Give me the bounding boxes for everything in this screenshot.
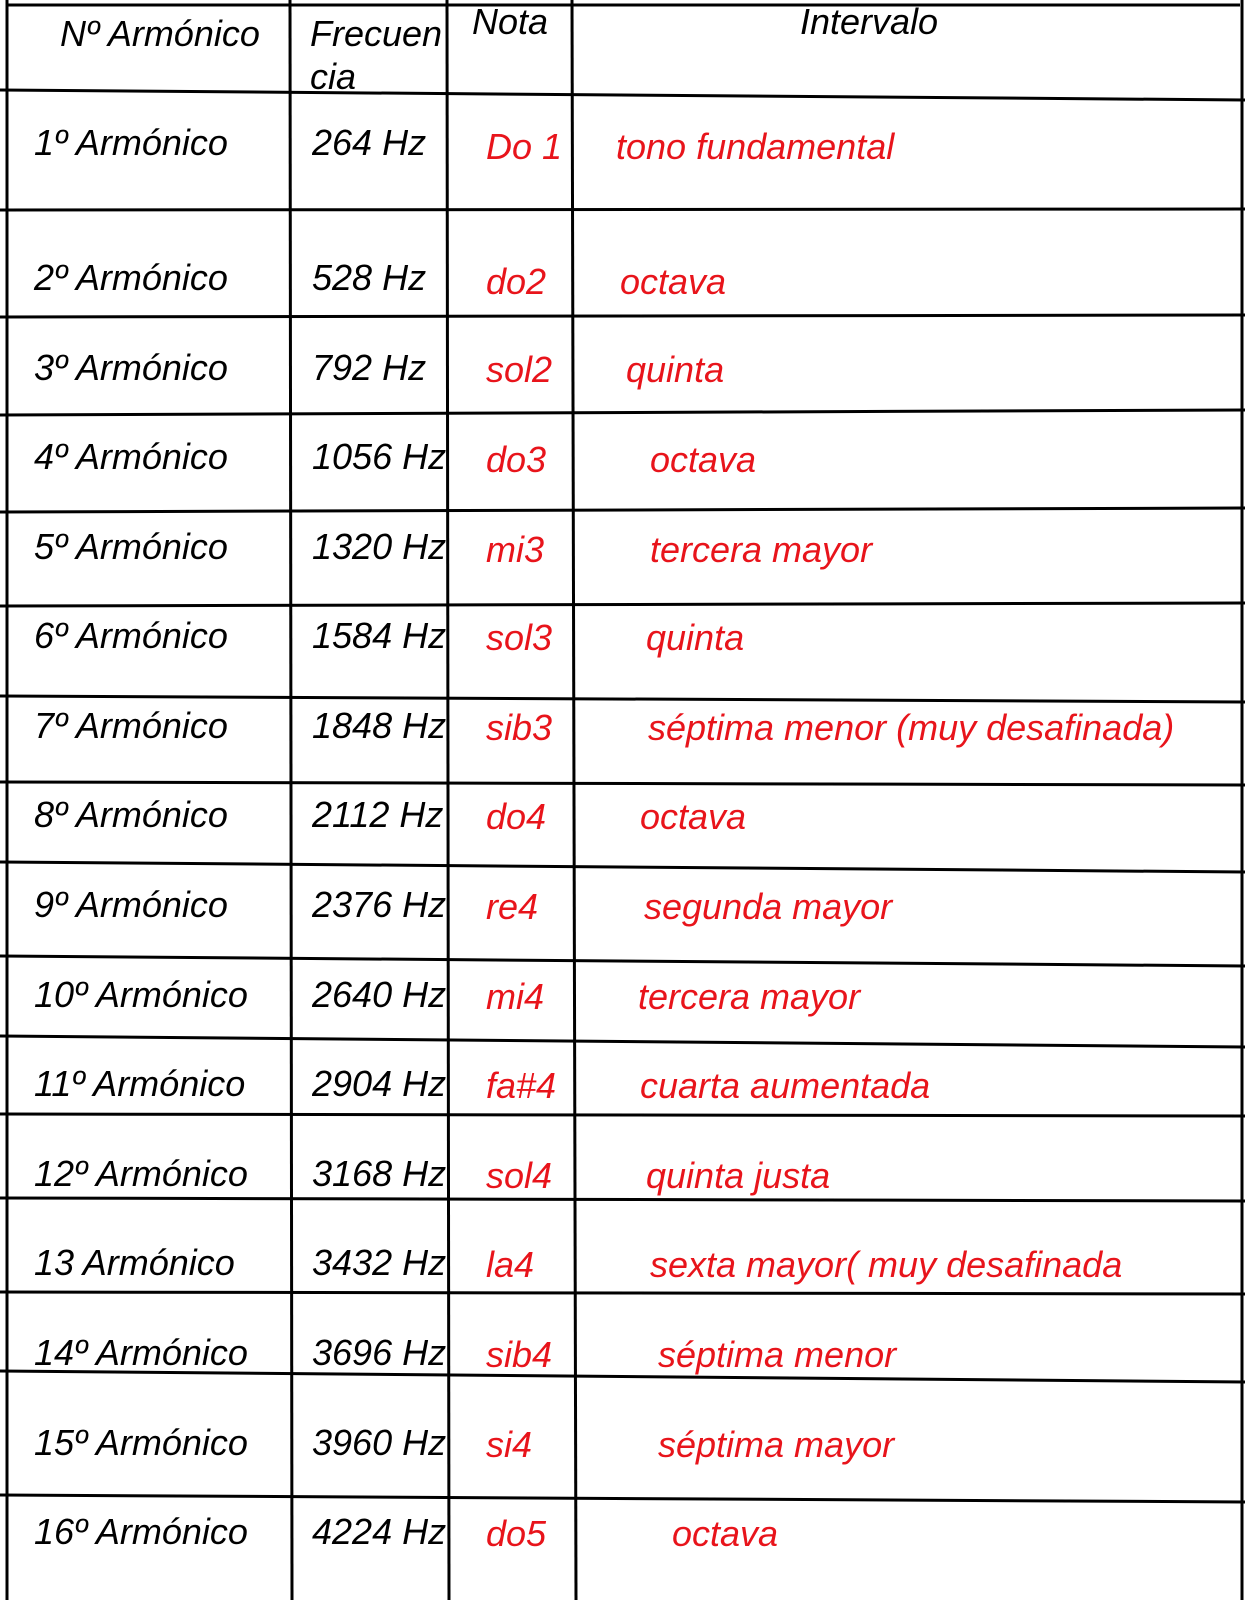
cell-harmonic: 13 Armónico [34, 1242, 235, 1283]
cell-interval: séptima menor (muy desafinada) [648, 707, 1175, 748]
column-divider-3 [572, 0, 576, 1600]
row-separator [0, 956, 1245, 966]
cell-note: sib4 [486, 1334, 553, 1375]
cell-interval: octava [650, 439, 757, 480]
row-separator [0, 1198, 1245, 1201]
cell-interval: séptima menor [658, 1334, 897, 1375]
cell-harmonic: 16º Armónico [34, 1511, 248, 1552]
row-separator [0, 508, 1245, 512]
cell-note: sol2 [486, 349, 553, 390]
row-separator [0, 1292, 1245, 1294]
cell-note: Do 1 [486, 126, 563, 167]
row-separator [0, 315, 1245, 317]
cell-interval: tono fundamental [616, 126, 895, 167]
cell-interval: quinta justa [646, 1155, 831, 1196]
row-separator [0, 1036, 1245, 1047]
cell-frequency: 1320 Hz [312, 527, 447, 567]
cell-frequency: 3696 Hz [312, 1333, 447, 1373]
row-separator [0, 782, 1245, 785]
cell-note: mi3 [486, 529, 545, 570]
cell-note: si4 [486, 1424, 533, 1465]
cell-note: mi4 [486, 976, 545, 1017]
cell-interval: quinta [626, 349, 725, 390]
header-harmonic: Nº Armónico [60, 13, 260, 54]
cell-harmonic: 12º Armónico [34, 1153, 248, 1194]
cell-harmonic: 10º Armónico [34, 974, 248, 1015]
cell-frequency: 2112 Hz [312, 795, 444, 835]
cell-note: do3 [486, 439, 547, 480]
cell-frequency: 3432 Hz [312, 1243, 447, 1283]
cell-interval: tercera mayor [650, 529, 873, 570]
cell-harmonic: 8º Armónico [34, 794, 228, 835]
column-divider-1 [290, 0, 292, 1600]
cell-harmonic: 5º Armónico [34, 526, 228, 567]
cell-interval: octava [640, 796, 747, 837]
cell-frequency: 4224 Hz [312, 1512, 447, 1552]
row-separator [0, 1114, 1245, 1116]
row-separator [0, 603, 1245, 606]
row-separator [0, 1495, 1245, 1502]
cell-interval: sexta mayor( muy desafinada [650, 1244, 1123, 1285]
cell-harmonic: 4º Armónico [34, 436, 228, 477]
cell-harmonic: 3º Armónico [34, 347, 228, 388]
cell-frequency: 2640 Hz [312, 975, 447, 1015]
cell-harmonic: 2º Armónico [34, 257, 228, 298]
cell-harmonic: 1º Armónico [34, 122, 228, 163]
cell-frequency: 2376 Hz [312, 885, 447, 925]
cell-note: fa#4 [486, 1065, 557, 1106]
row-separator [0, 209, 1245, 210]
cell-interval: tercera mayor [638, 976, 861, 1017]
cell-note: do5 [486, 1513, 547, 1554]
cell-interval: segunda mayor [644, 886, 893, 927]
row-separator [0, 410, 1245, 415]
row-separator [0, 862, 1245, 872]
cell-frequency: 1848 Hz [312, 706, 447, 746]
header-frequency-line1: Frecuen [310, 14, 443, 54]
header-interval: Intervalo [800, 1, 939, 42]
cell-frequency: 3960 Hz [312, 1423, 447, 1463]
row-separator [0, 696, 1245, 702]
cell-frequency: 3168 Hz [312, 1154, 447, 1194]
cell-frequency: 528 Hz [312, 258, 427, 298]
cell-frequency: 792 Hz [312, 348, 427, 388]
cell-harmonic: 15º Armónico [34, 1422, 248, 1463]
cell-frequency: 1584 Hz [312, 616, 447, 656]
cell-interval: octava [620, 261, 727, 302]
cell-note: la4 [486, 1244, 535, 1285]
header-note: Nota [472, 1, 549, 42]
cell-note: sol4 [486, 1155, 553, 1196]
cell-harmonic: 7º Armónico [34, 705, 228, 746]
cell-interval: octava [672, 1513, 779, 1554]
cell-harmonic: 6º Armónico [34, 615, 228, 656]
cell-note: sib3 [486, 707, 553, 748]
cell-note: sol3 [486, 617, 553, 658]
cell-frequency: 264 Hz [312, 123, 427, 163]
header-frequency-line2: cia [310, 57, 357, 97]
cell-note: do4 [486, 796, 547, 837]
cell-harmonic: 11º Armónico [34, 1063, 246, 1104]
cell-frequency: 1056 Hz [312, 437, 447, 477]
cell-interval: séptima mayor [658, 1424, 895, 1465]
row-separator [0, 90, 1245, 100]
cell-note: do2 [486, 261, 547, 302]
cell-frequency: 2904 Hz [312, 1064, 447, 1104]
cell-harmonic: 9º Armónico [34, 884, 228, 925]
cell-interval: cuarta aumentada [640, 1065, 931, 1106]
cell-interval: quinta [646, 617, 745, 658]
cell-note: re4 [486, 886, 539, 927]
cell-harmonic: 14º Armónico [34, 1332, 248, 1373]
